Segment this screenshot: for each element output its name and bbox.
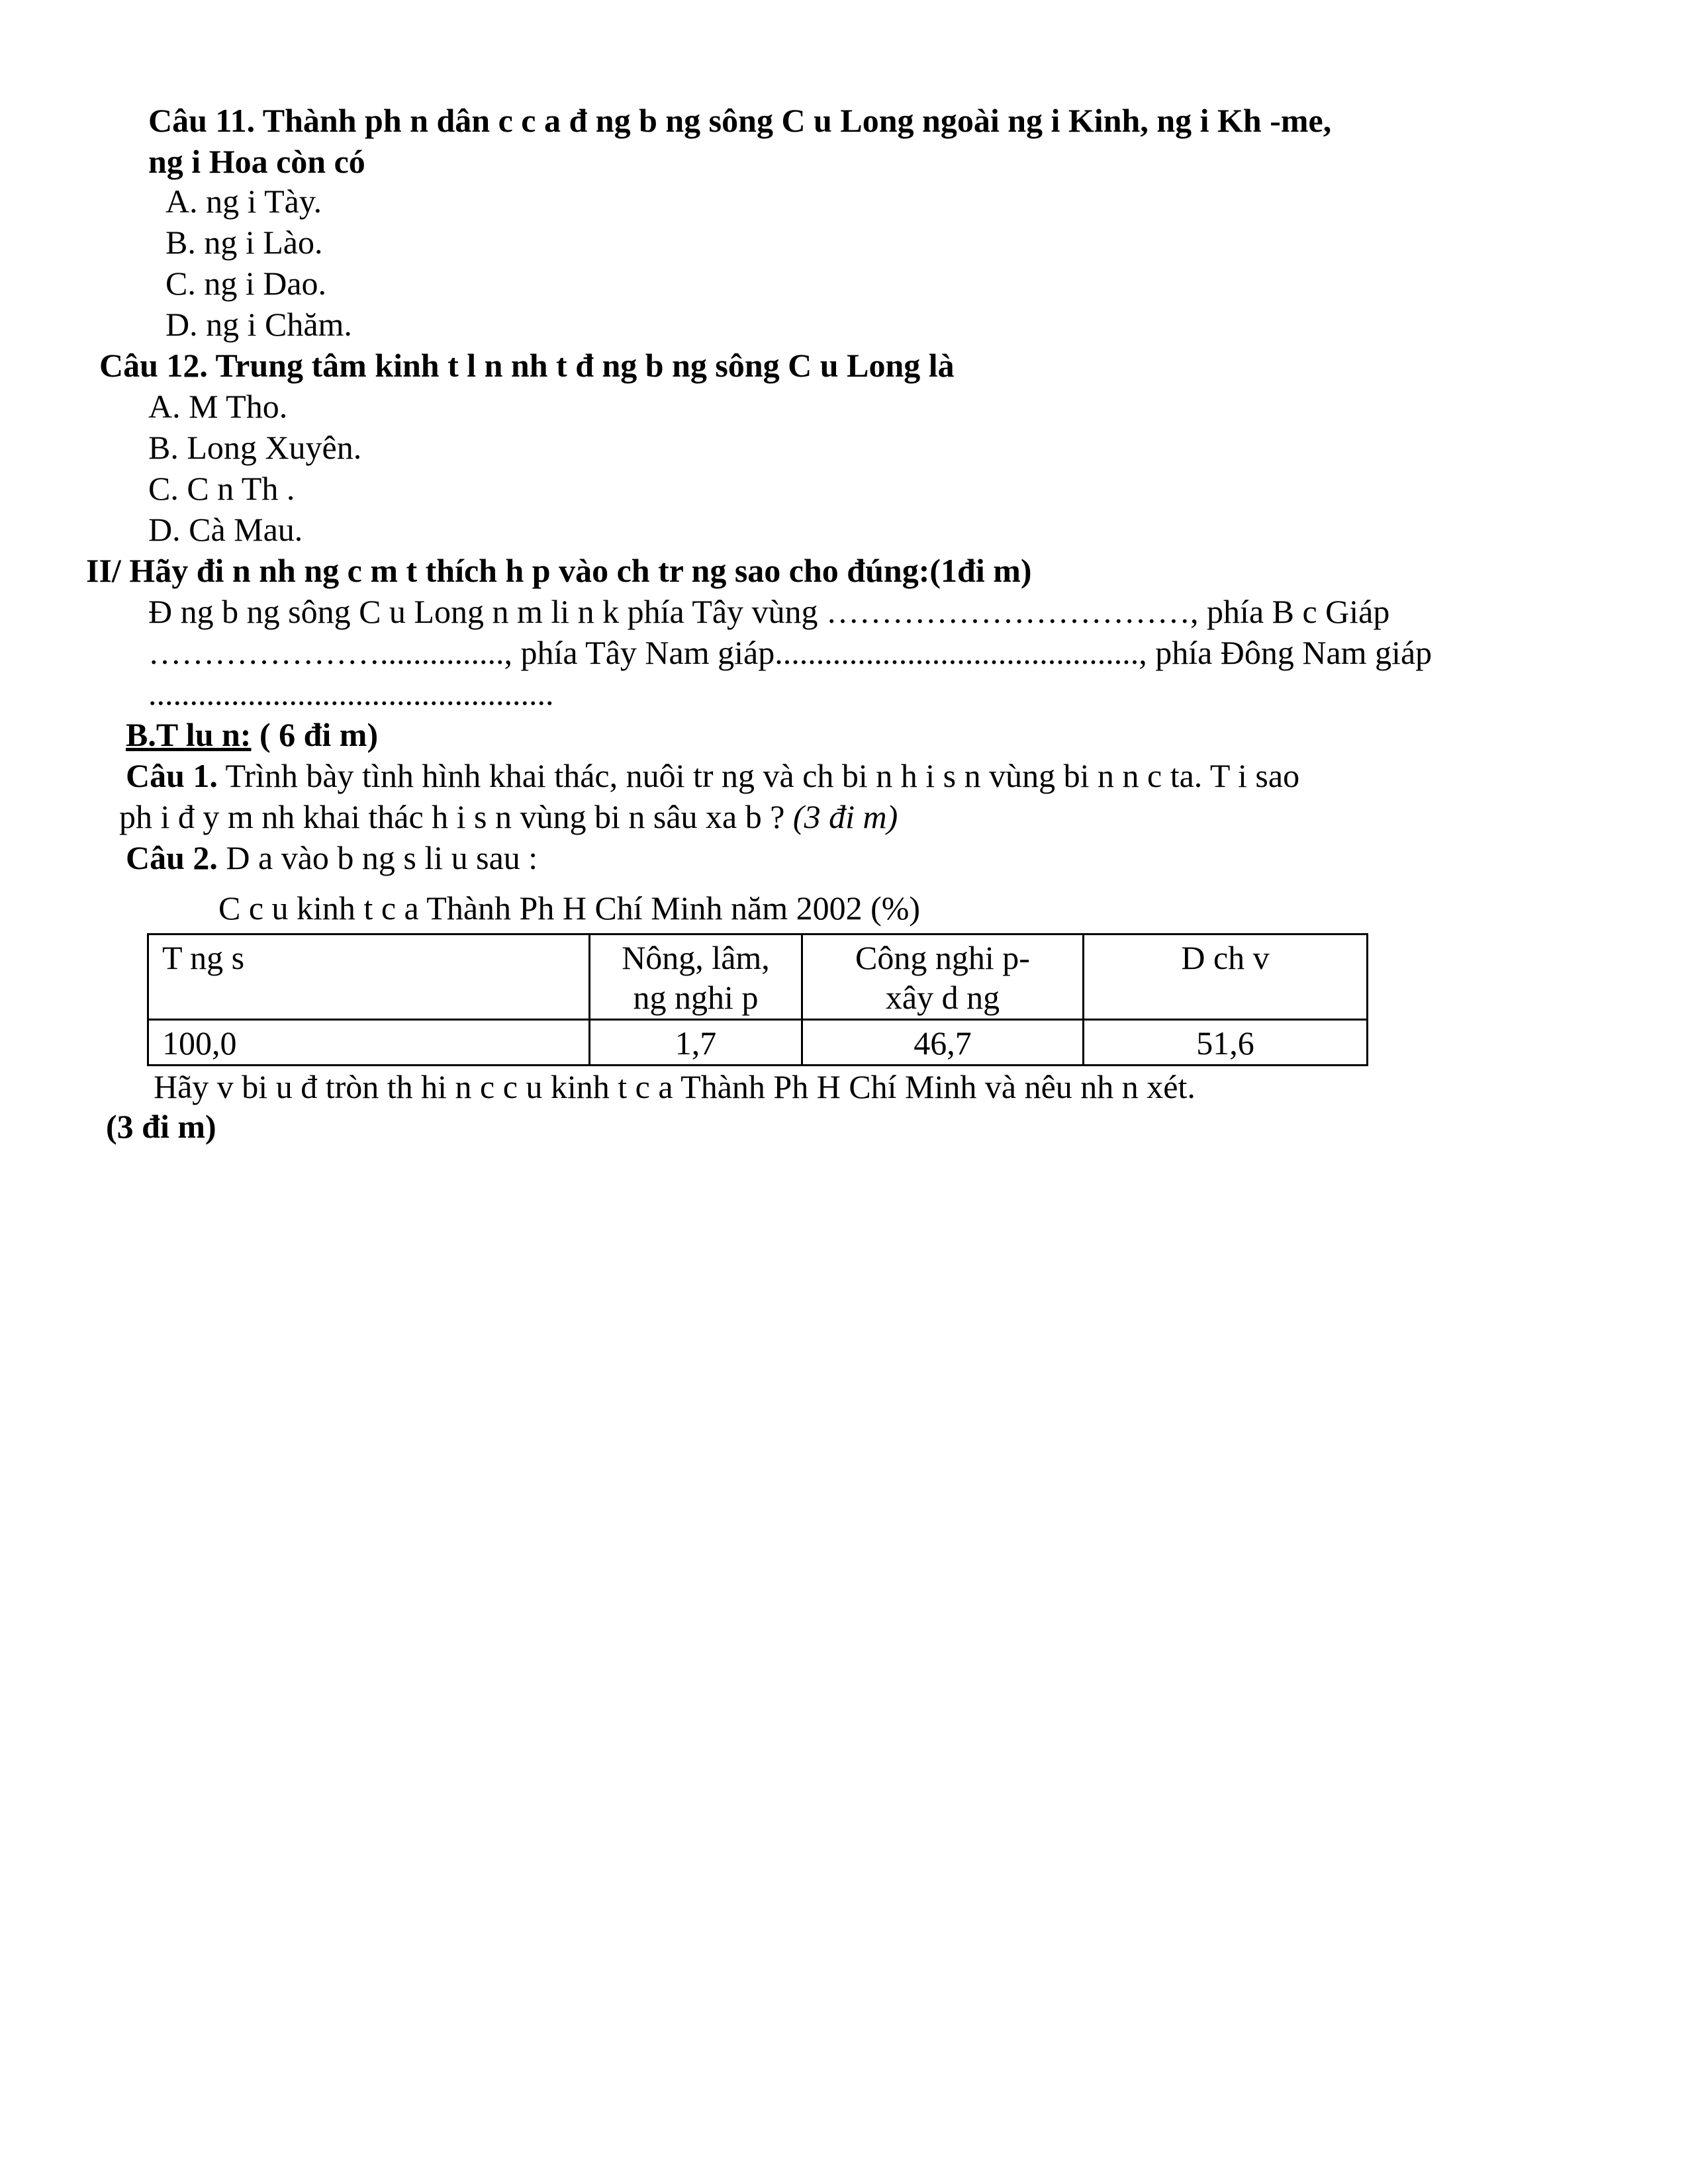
part-2-title: II/ Hãy đi n nh ng c m t thích h p vào ch tr ng sao cho đúng:(1đi m) xyxy=(86,552,1032,589)
essay-q2-text: D a vào b ng s li u sau : xyxy=(217,839,538,876)
essay-question-1-cont xyxy=(119,797,898,837)
essay-q1-text: Trình bày tình hình khai thác, nuôi tr ng và ch bi n h i s n vùng bi n n c ta. T i sao xyxy=(217,757,1300,794)
question-12-title: Câu 12. Trung tâm kinh t l n nh t đ ng b ng sông C u Long là xyxy=(99,347,955,384)
table-row xyxy=(148,1020,1368,1066)
fill-blank-line-1: Đ ng b ng sông C u Long n m li n k phía Tây vùng ……………………………, phía B c Giáp xyxy=(148,593,1390,630)
part-b-points: ( 6 đi m) xyxy=(251,716,379,753)
chart-task-points: (3 đi m) xyxy=(106,1108,216,1145)
q11-option-a: A. ng i Tày. xyxy=(165,183,322,220)
question-11-title-cont: ng i Hoa còn có xyxy=(148,143,365,180)
part-b-title xyxy=(126,715,378,754)
table-header-row xyxy=(148,934,1368,1020)
q11-option-b: B. ng i Lào. xyxy=(165,224,323,261)
table-title: C c u kinh t c a Thành Ph H Chí Minh năm 2002 (%) xyxy=(218,889,921,927)
table-header-industry: Công nghi p- xây d ng xyxy=(802,934,1084,1020)
fill-blank-line-3: ................................................. xyxy=(148,675,554,712)
q11-option-c: C. ng i Dao. xyxy=(165,265,327,302)
q12-option-a: A. M Tho. xyxy=(148,388,288,425)
chart-task-text: Hãy v bi u đ tròn th hi n c c u kinh t c a Thành Ph H Chí Minh và nêu nh n xét. xyxy=(154,1068,1196,1105)
q12-option-d: D. Cà Mau. xyxy=(148,511,303,548)
q12-option-c: C. C n Th . xyxy=(148,470,295,507)
question-11-title: Câu 11. Thành ph n dân c c a đ ng b ng sông C u Long ngoài ng i Kinh, ng i Kh -me, xyxy=(148,102,1332,139)
essay-q1-points: (3 đi m) xyxy=(792,798,898,835)
part-b-label: B.T lu n: xyxy=(126,716,252,753)
economic-structure-table xyxy=(147,933,1368,1066)
table-header-total: T ng s xyxy=(148,934,590,1020)
table-cell-total: 100,0 xyxy=(148,1020,590,1066)
q11-option-d: D. ng i Chăm. xyxy=(165,306,352,343)
table-cell-industry: 46,7 xyxy=(802,1020,1084,1066)
table-cell-agriculture: 1,7 xyxy=(590,1020,802,1066)
essay-q2-label: Câu 2. xyxy=(126,839,218,876)
q12-option-b: B. Long Xuyên. xyxy=(148,429,362,466)
fill-blank-line-2: …………………..............., phía Tây Nam giáp............................................, phía Đông Nam giáp xyxy=(148,634,1432,671)
table-header-agriculture: Nông, lâm, ng nghi p xyxy=(590,934,802,1020)
essay-q1-label: Câu 1. xyxy=(126,757,218,794)
table-header-services: D ch v xyxy=(1084,934,1368,1020)
essay-question-2 xyxy=(126,838,538,878)
essay-question-1 xyxy=(126,756,1299,796)
table-cell-services: 51,6 xyxy=(1084,1020,1368,1066)
essay-q1-text-cont: ph i đ y m nh khai thác h i s n vùng bi n sâu xa b ? xyxy=(119,798,793,835)
